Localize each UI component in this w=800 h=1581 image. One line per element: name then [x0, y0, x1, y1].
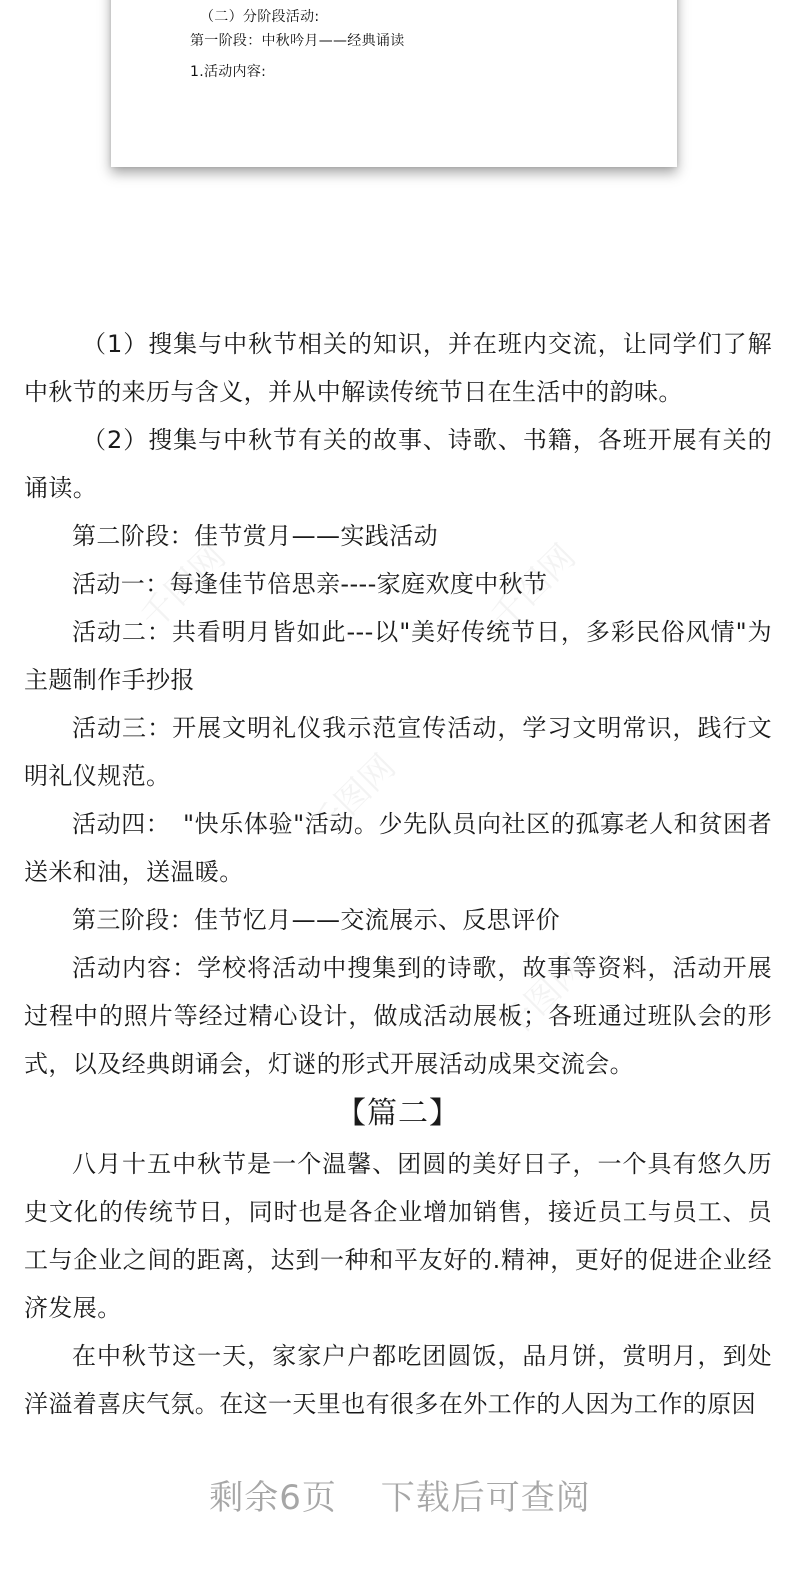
paragraph: 活动一：每逢佳节倍思亲----家庭欢度中秋节: [72, 570, 548, 598]
preview-line-activity-content: 1.活动内容:: [190, 64, 267, 80]
paragraph: 在中秋节这一天，家家户户都吃团圆饭，品月饼，赏明月，到处洋溢着喜庆气氛。在这一天里也有很多在外工作的人因为工作的原因: [24, 1342, 772, 1418]
document-body: [24, 320, 772, 1428]
download-prompt-banner[interactable]: [0, 1470, 800, 1519]
preview-line-stage-heading: （二）分阶段活动:: [200, 9, 320, 25]
section-title: 【篇二】: [336, 1096, 460, 1131]
preview-line-stage-one: 第一阶段：中秋吟月——经典诵读: [190, 33, 405, 49]
stage-two-heading: 第二阶段：佳节赏月——实践活动: [72, 522, 438, 550]
remaining-pages-label: 剩余6页: [209, 1478, 337, 1518]
watermark: 千图网: [483, 536, 584, 638]
paragraph: 活动四： "快乐体验"活动。少先队员向社区的孤寡老人和贫困者送米和油，送温暖。: [24, 810, 772, 886]
paragraph: 活动内容：学校将活动中搜集到的诗歌，故事等资料，活动开展过程中的照片等经过精心设计，做成活动展板；各班通过班队会的形式，以及经典朗诵会，灯谜的形式开展活动成果交流会。: [24, 954, 772, 1078]
paragraph: （2）搜集与中秋节有关的故事、诗歌、书籍，各班开展有关的诵读。: [24, 426, 772, 502]
paragraph: （1）搜集与中秋节相关的知识，并在班内交流，让同学们了解中秋节的来历与含义，并从中解读传统节日在生活中的韵味。: [24, 330, 772, 406]
paragraph: 活动三：开展文明礼仪我示范宣传活动，学习文明常识，践行文明礼仪规范。: [24, 714, 772, 790]
paragraph: 活动二：共看明月皆如此---以"美好传统节日，多彩民俗风情"为主题制作手抄报: [24, 618, 772, 694]
watermark: 千图网: [493, 946, 594, 1048]
stage-three-heading: 第三阶段：佳节忆月——交流展示、反思评价: [72, 906, 560, 934]
watermark: 千图网: [133, 536, 234, 638]
watermark: 千图网: [303, 746, 404, 848]
paragraph: 八月十五中秋节是一个温馨、团圆的美好日子，一个具有悠久历史文化的传统节日，同时也是各企业增加销售，接近员工与员工、员工与企业之间的距离，达到一种和平友好的.精神，更好的促进企业经济发展。: [24, 1150, 772, 1322]
download-hint-label: 下载后可查阅: [380, 1478, 591, 1518]
document-preview-card: [111, 0, 677, 167]
